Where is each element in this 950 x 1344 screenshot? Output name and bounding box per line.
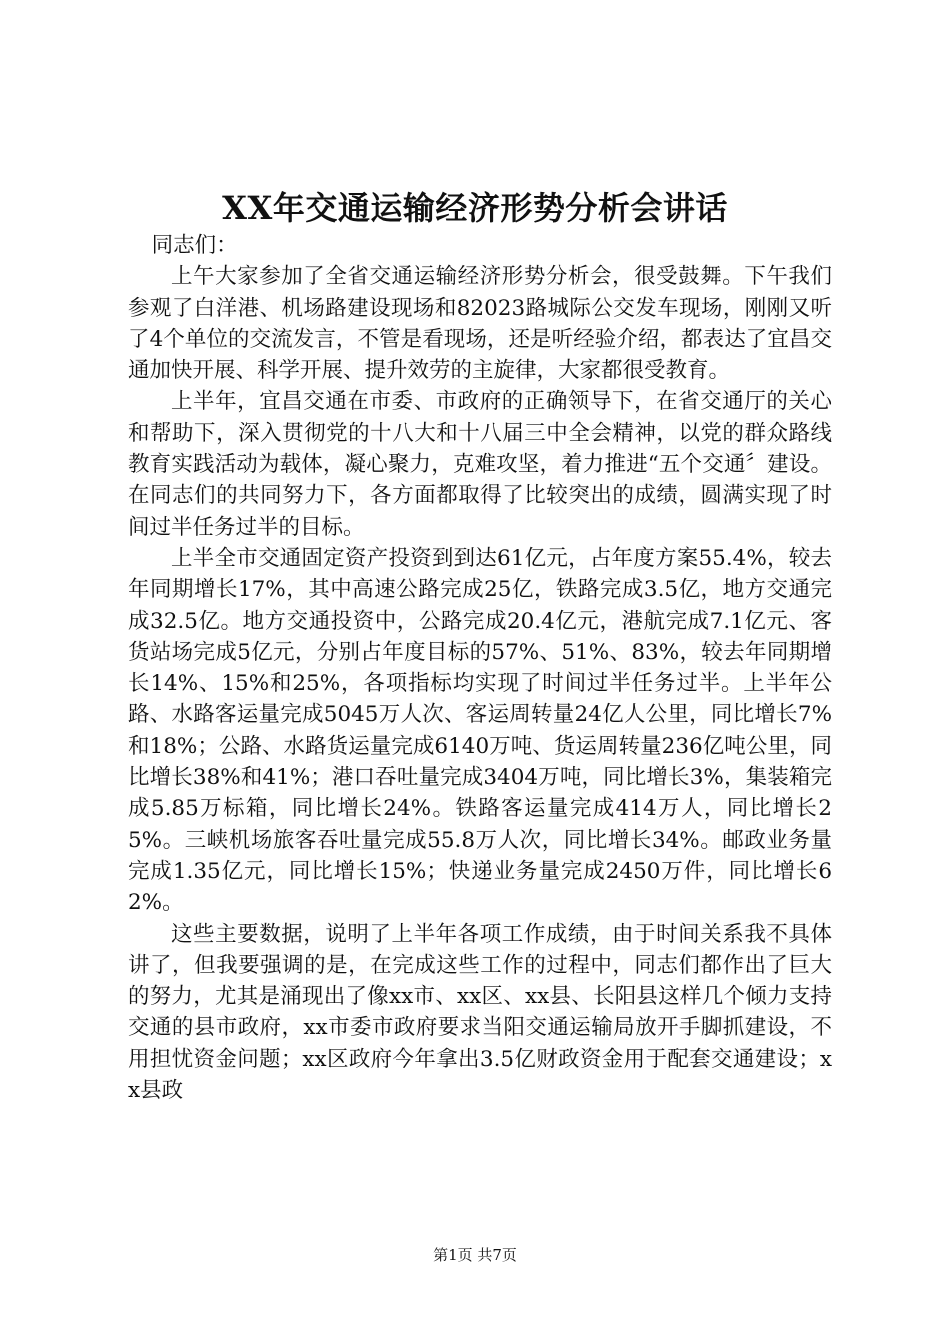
- salutation: 同志们：: [151, 233, 238, 258]
- body-paragraph-1: 上午大家参加了全省交通运输经济形势分析会，很受鼓舞。下午我们参观了白洋港、机场路建设现场和82023路城际公交发车现场，刚刚又听了4个单位的交流发言，不管是看现场，还是听经验介绍，都表达了宜昌交通加快开展、科学开展、提升效劳的主旋律，大家都很受教育。: [128, 264, 832, 384]
- document-body: [128, 230, 832, 1106]
- document-title: XX年交通运输经济形势分析会讲话: [222, 189, 728, 227]
- page-number-footer: 第1页 共7页: [433, 1246, 517, 1264]
- body-paragraph-4: 这些主要数据，说明了上半年各项工作成绩，由于时间关系我不具体讲了，但我要强调的是，在完成这些工作的过程中，同志们都作出了巨大的努力，尤其是涌现出了像xx市、xx区、xx县、长阳县这样几个倾力支持交通的县市政府，xx市委市政府要求当阳交通运输局放开手脚抓建设，不用担忧资金问题；xx区政府今年拿出3.5亿财政资金用于配套交通建设；xx县政: [128, 921, 832, 1104]
- body-paragraph-2: 上半年，宜昌交通在市委、市政府的正确领导下，在省交通厅的关心和帮助下，深入贯彻党的十八大和十八届三中全会精神，以党的群众路线教育实践活动为载体，凝心聚力，克难攻坚，着力推进“五个交通〞建设。在同志们的共同努力下，各方面都取得了比较突出的成绩，圆满实现了时间过半任务过半的目标。: [128, 389, 832, 540]
- body-paragraph-3: 上半全市交通固定资产投资到到达61亿元，占年度方案55.4%，较去年同期增长17%，其中高速公路完成25亿，铁路完成3.5亿，地方交通完成32.5亿。地方交通投资中，公路完成20.4亿元，港航完成7.1亿元、客货站场完成5亿元，分别占年度目标的57%、51%、83%，较去年同期增长14%、15%和25%，各项指标均实现了时间过半任务过半。上半年公路、水路客运量完成5045万人次、客运周转量24亿人公里，同比增长7%和18%；公路、水路货运量完成6140万吨、货运周转量236亿吨公里，同比增长38%和41%；港口吞吐量完成3404万吨，同比增长3%，集装箱完成5.85万标箱，同比增长24%。铁路客运量完成414万人，同比增长25%。三峡机场旅客吞吐量完成55.8万人次，同比增长34%。邮政业务量完成1.35亿元，同比增长15%；快递业务量完成2450万件，同比增长62%。: [128, 545, 832, 916]
